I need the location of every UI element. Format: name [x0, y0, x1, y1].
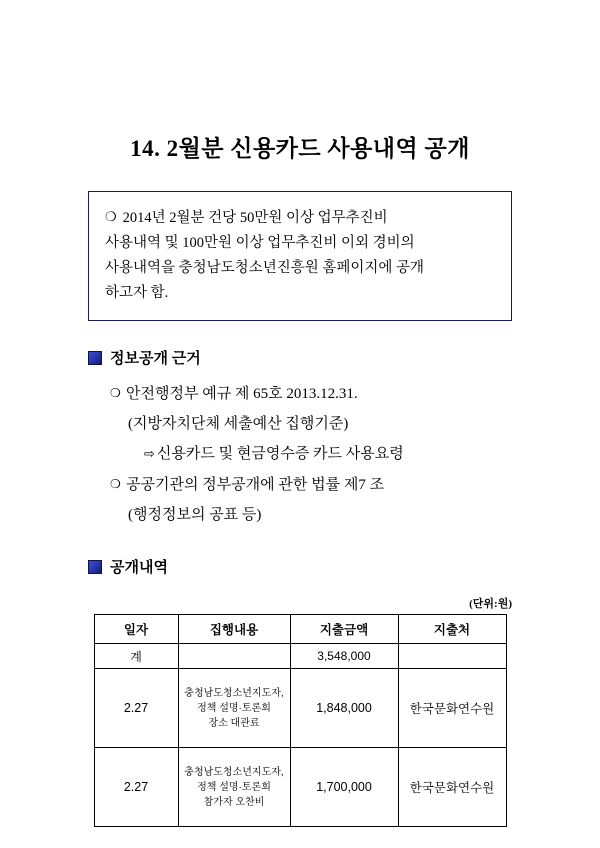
blue-square-icon	[88, 560, 102, 574]
list-subtext-arrow	[144, 439, 600, 469]
summary-line-1	[105, 204, 495, 231]
cell-detail	[178, 669, 290, 748]
column-header-vendor: 지출처	[398, 615, 506, 644]
list-subtext-arrow-label: 신용카드 및 현금영수증 카드 사용요령	[156, 446, 404, 462]
section-heading-disclosure	[88, 556, 600, 577]
summary-line-3: 사용내역을 충청남도청소년진흥원 홈페이지에 공개	[105, 260, 425, 276]
section-heading-basis	[88, 347, 600, 368]
summary-line-4: 하고자 함.	[105, 285, 169, 301]
basis-list	[110, 378, 600, 530]
cell-amount: 1,700,000	[290, 748, 398, 827]
summary-box	[88, 191, 512, 321]
total-detail-empty	[178, 644, 290, 669]
list-item	[110, 378, 600, 409]
total-amount: 3,548,000	[290, 644, 398, 669]
table-header-row	[94, 615, 506, 644]
section-label-disclosure: 공개내역	[110, 560, 168, 576]
table-row-total	[94, 644, 506, 669]
column-header-amount: 지출금액	[290, 615, 398, 644]
list-item	[110, 469, 600, 500]
circle-bullet-icon: ❍	[110, 477, 121, 491]
cell-date: 2.27	[94, 669, 178, 748]
unit-note: (단위:원)	[469, 598, 512, 610]
detail-line: 정책 설명·토론회	[197, 702, 271, 714]
cell-vendor: 한국문화연수원	[398, 669, 506, 748]
column-header-detail: 집행내용	[178, 615, 290, 644]
detail-line: 장소 대관료	[208, 717, 260, 729]
arrow-right-icon: ⇨	[144, 446, 155, 461]
blue-square-icon	[88, 351, 102, 365]
table-row	[94, 669, 506, 748]
list-subtext: (지방자치단체 세출예산 집행기준)	[128, 416, 349, 432]
total-vendor-empty	[398, 644, 506, 669]
list-item-text: 안전행정부 예규 제 65호 2013.12.31.	[126, 386, 358, 402]
table-row	[94, 748, 506, 827]
total-label: 계	[94, 644, 178, 669]
section-label-basis: 정보공개 근거	[110, 351, 201, 367]
detail-line: 충청남도청소년지도자,	[184, 766, 284, 778]
circle-bullet-icon: ❍	[110, 386, 121, 400]
cell-date: 2.27	[94, 748, 178, 827]
bullet-icon: ❍	[105, 209, 117, 224]
cell-amount: 1,848,000	[290, 669, 398, 748]
card-usage-table	[94, 614, 507, 827]
summary-line-2: 사용내역 및 100만원 이상 업무추진비 이외 경비의	[105, 235, 415, 251]
detail-line: 정책 설명·토론회	[197, 781, 271, 793]
cell-vendor: 한국문화연수원	[398, 748, 506, 827]
summary-text-1: 2014년 2월분 건당 50만원 이상 업무추진비	[122, 210, 388, 226]
list-subtext: (행정정보의 공표 등)	[128, 507, 262, 523]
page-title: 14. 2월분 신용카드 사용내역 공개	[130, 136, 470, 161]
cell-detail	[178, 748, 290, 827]
detail-line: 참가자 오찬비	[203, 796, 265, 808]
column-header-date: 일자	[94, 615, 178, 644]
detail-line: 충청남도청소년지도자,	[184, 687, 284, 699]
list-item-text: 공공기관의 정부공개에 관한 법률 제7 조	[126, 477, 385, 493]
